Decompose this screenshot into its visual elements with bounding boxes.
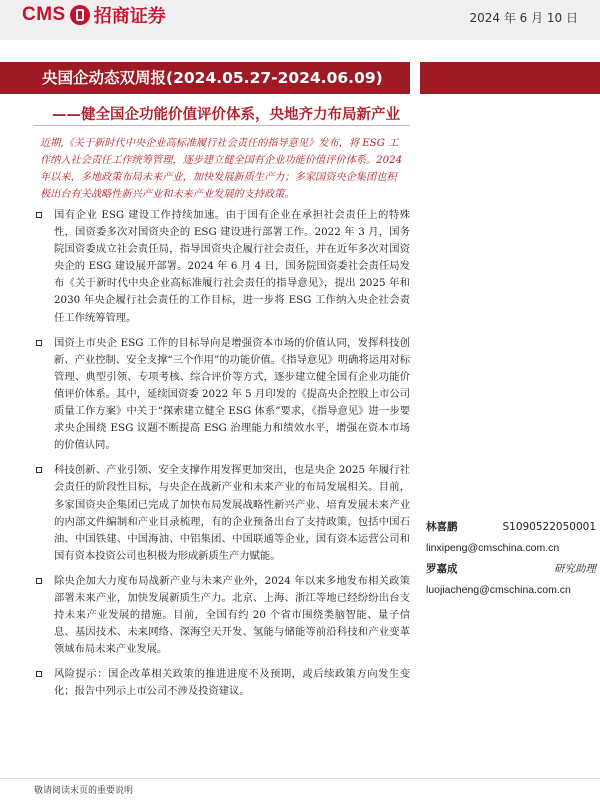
key-point-text: 国资上市央企 ESG 工作的目标导向是增强资本市场的价值认同，发挥科技创新、产业控制、安全支撑“三个作用”的功能价值。《指导意见》明确将运用对标管理、典型引领、专项考核、综合评价等方式，逐步建立健全国有企业功能价值评价体系。其中，延续国资委 2022 年 5 月印发的《提高央企控股上市公司质量工作方案》中关于“探索建立健全 ESG 体系”要求，《指导意见》进一步要求央企围绕 ESG 议题不断提高 ESG 治理能力和绩效水平，增强在资本市场的价值认同。 <box>54 336 410 452</box>
report-subtitle: ——健全国企功能价值评价体系，央地齐力布局新产业 <box>52 107 400 123</box>
risk-warning <box>34 666 410 700</box>
sidebar-header-bar <box>420 62 600 94</box>
footer-note: 敬请阅读末页的重要说明 <box>34 786 134 796</box>
key-point <box>34 573 410 658</box>
analyst-2-name: 罗嘉成 <box>426 563 458 575</box>
square-bullet-icon <box>36 212 42 218</box>
analyst-2-row <box>426 559 596 580</box>
square-bullet-icon <box>36 578 42 584</box>
analyst-1-row <box>426 517 596 538</box>
summary-intro: 近期,《关于新时代中央企业高标准履行社会责任的指导意见》发布，将 ESG 工作纳入社会责任工作统筹管理，逐步建立健全国有企业功能价值评价体系。2024 年以来，多地政策布局未来产业，加快发展新质生产力；多家国资央企集团也积极出台有关战略性新兴产业和未来产业发展的支持政策。 <box>40 138 403 200</box>
square-bullet-icon <box>36 340 42 346</box>
key-point <box>34 207 410 327</box>
title-divider <box>33 125 410 126</box>
cms-logo <box>22 2 166 28</box>
logo-company-name: 招商证券 <box>93 6 166 27</box>
analyst-info <box>426 517 596 601</box>
square-bullet-icon <box>36 467 42 473</box>
key-point <box>34 462 410 565</box>
analyst-1-email[interactable]: linxipeng@cmschina.com.cn <box>426 542 560 554</box>
key-point <box>34 335 410 455</box>
analyst-1-name: 林喜鹏 <box>426 521 458 533</box>
analyst-1-email-row <box>426 538 596 559</box>
key-points-list <box>34 207 410 701</box>
analyst-2-role: 研究助理 <box>554 563 596 575</box>
logo-mark-icon <box>70 5 90 25</box>
risk-warning-text: 风险提示：国企改革相关政策的推进进度不及预期，或后续政策方向发生变化；报告中列示上市公司不涉及投资建议。 <box>54 668 410 698</box>
report-date: 2024 年 6 月 10 日 <box>469 11 578 25</box>
report-title: 央国企动态双周报(2024.05.27-2024.06.09) <box>42 69 383 87</box>
analyst-2-email-row <box>426 580 596 601</box>
footer-divider <box>0 778 600 779</box>
title-bar <box>0 62 410 94</box>
analyst-1-license: S1090522050001 <box>502 521 596 533</box>
page-header <box>0 0 600 40</box>
key-point-text: 科技创新、产业引领、安全支撑作用发挥更加突出，也是央企 2025 年履行社会责任的阶段性目标，与央企在战新产业和未来产业的布局发展相关。目前，多家国资央企集团已完成了加快布局发展战略性新兴产业、培育发展未来产业的内部文件编制和产业目录梳理，有的企业预备出台了支持政策，包括中国石油、中国铁建、中国海油、中铝集团、中国联通等企业，国有资本运营公司和国有资本投资公司也积极为形成新质生产力赋能。 <box>54 464 410 562</box>
square-bullet-icon <box>36 671 42 677</box>
key-point-text: 除央企加大力度布局战新产业与未来产业外，2024 年以来多地发布相关政策部署未来产业，加快发展新质生产力。北京、上海、浙江等地已经纷纷出台支持未来产业发展的措施。目前，全国有约 20 个省市围绕类脑智能、量子信息、基因技术、未来网络、深海空天开发、氢能与储能等前沿科技和产业变革领域布局未来产业发展。 <box>54 574 410 656</box>
analyst-2-email[interactable]: luojiacheng@cmschina.com.cn <box>426 584 571 596</box>
logo-cms-text: CMS <box>22 4 66 25</box>
key-point-text: 国有企业 ESG 建设工作持续加速。由于国有企业在承担社会责任上的特殊性，国资委多次对国资央企的 ESG 建设进行部署工作。2022 年 3 月，国务院国资委成立社会责任局，指导国资央企履行社会责任，并在近年多次对国资央企的 ESG 建设展开部署。2024 年 6 月 4 日，国务院国资委社会责任局发布《关于新时代中央企业高标准履行社会责任的指导意见》，提出 2025 年和 2030 年央企履行社会责任的工作目标，进一步将 ESG 工作纳入央企社会责任工作统筹管理。 <box>54 209 410 324</box>
